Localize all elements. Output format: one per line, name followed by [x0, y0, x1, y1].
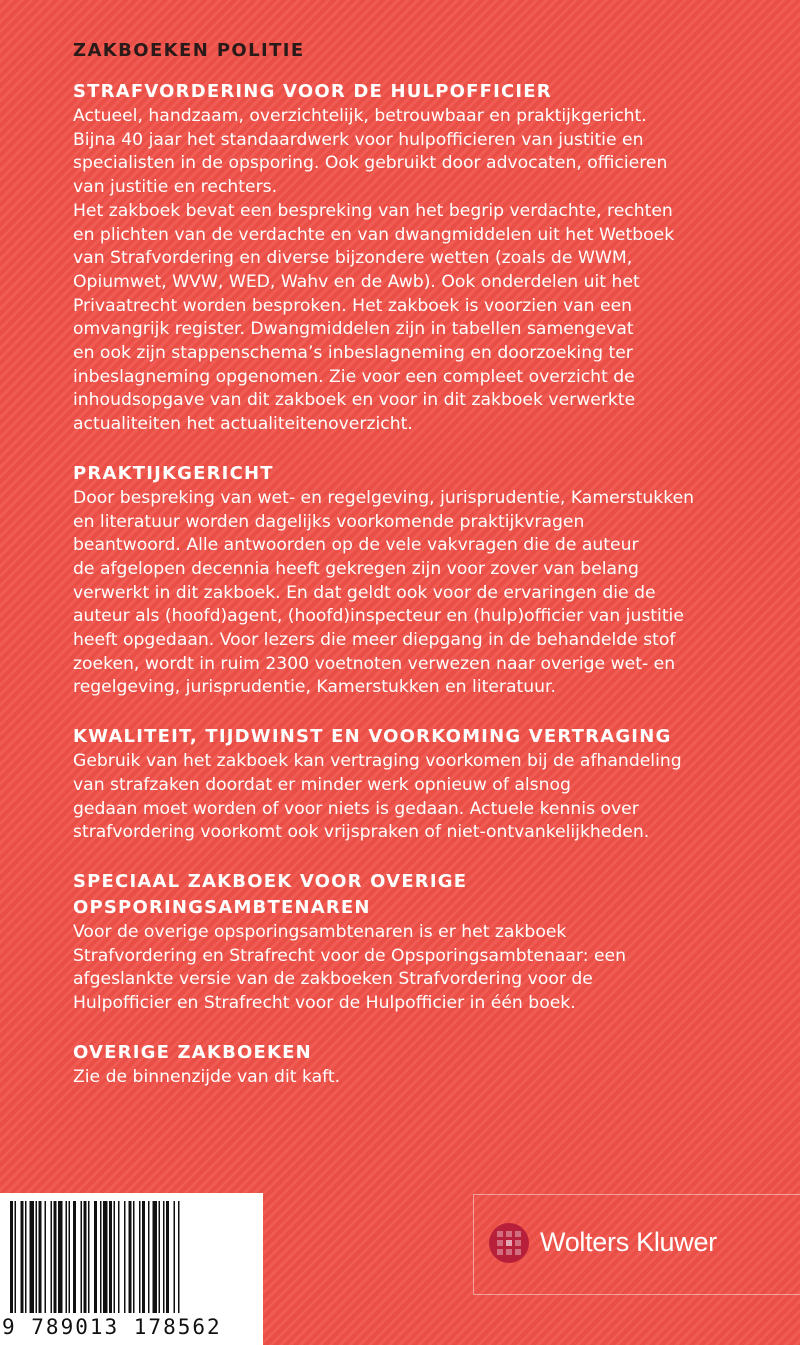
series-title: ZAKBOEKEN POLITIE — [73, 40, 305, 61]
section-body: Zie de binnenzijde van dit kaft. — [73, 1066, 341, 1087]
barcode-bar — [129, 1201, 132, 1313]
barcode-bar — [159, 1201, 161, 1313]
barcode-bar — [166, 1201, 169, 1313]
barcode-bar — [124, 1201, 126, 1313]
barcode-bar — [133, 1201, 135, 1313]
barcode-bar — [109, 1201, 112, 1313]
publisher-name: Wolters Kluwer — [540, 1227, 717, 1257]
barcode-icon — [10, 1201, 252, 1315]
section-body: Actueel, handzaam, overzichtelijk, betrouwbaar en praktijkgericht. Bijna 40 jaar het standaardwerk voor hulpofficieren van justitie en specialisten in de opsporing. Ook gebruikt door advocaten, officieren van justitie en rechters. Het zakboek bevat een bespreking van het begrip verdachte, rechten en plichten van de verdachte en van dwangmiddelen uit het Wetboek van Strafvordering en diverse bijzondere wetten (zoals de WWM, Opiumwet, WVW, WED, Wahv en de Awb). Ook onderdelen uit het Privaatrecht worden besproken. Het zakboek is voorzien van een omvangrijk register. Dwangmiddelen zijn in tabellen samengevat en ook zijn stappenschema’s inbeslagneming en doorzoeking ter inbeslagneming opgenomen. Zie voor een compleet overzicht de inhoudsopgave van dit zakboek en voor in dit zakboek verwerkte actualiteiten het actualiteitenoverzicht. — [73, 106, 675, 435]
wolters-kluwer-logo-icon — [488, 1222, 530, 1264]
barcode-bar — [25, 1201, 27, 1313]
barcode-bar — [81, 1201, 83, 1313]
section-praktijkgericht — [73, 461, 753, 700]
barcode-bar — [66, 1201, 68, 1313]
section-body: Door bespreking van wet- en regelgeving, jurisprudentie, Kamerstukken en literatuur worden dagelijks voorkomende praktijkvragen beantwoord. Alle antwoorden op de vele vakvragen die de auteur de afgelopen decennia heeft gekregen zijn voor zover van belang verwerkt in dit zakboek. En dat geldt ook voor de ervaringen die de auteur als (hoofd)agent, (hoofd)inspecteur en (hulp)officier van justitie heeft opgedaan. Voor lezers die meer diepgang in de behandelde stof zoeken, wordt in ruim 2300 voetnoten verwezen naar overige wet- en regelgeving, jurisprudentie, Kamerstukken en literatuur. — [73, 487, 695, 698]
barcode-bar — [10, 1201, 13, 1313]
barcode-bar — [100, 1201, 102, 1313]
barcode-bar — [21, 1201, 24, 1313]
barcode-bar — [51, 1201, 53, 1313]
section-body: Voor de overige opsporingsambtenaren is er het zakboek Strafvordering en Strafrecht voor de Opsporingsambtenaar: een afgeslankte versie van de zakboeken Strafvordering voor de Hulpofficier en Strafrecht voor de Hulpofficier in één boek. — [73, 921, 626, 1014]
barcode-bar — [163, 1201, 165, 1313]
barcode-bar — [84, 1201, 87, 1313]
section-heading: SPECIAAL ZAKBOEK VOOR OVERIGE OPSPORINGSAMBTENAREN — [73, 870, 468, 918]
barcode-bar — [54, 1201, 57, 1313]
barcode-bar — [45, 1201, 47, 1313]
barcode-bar — [174, 1201, 176, 1313]
section-heading: KWALITEIT, TIJDWINST EN VOORKOMING VERTRAGING — [73, 726, 672, 748]
barcode-bar — [36, 1201, 38, 1313]
barcode-bar — [94, 1201, 97, 1313]
section-heading: OVERIGE ZAKBOEKEN — [73, 1041, 312, 1063]
barcode-bar — [153, 1201, 158, 1313]
section-overige-zakboeken — [73, 1040, 753, 1090]
barcode-number: 9 789013 178562 — [2, 1315, 222, 1339]
barcode-bar — [148, 1201, 150, 1313]
barcode-bar — [142, 1201, 145, 1313]
back-cover-content — [73, 79, 753, 1114]
barcode-bar — [178, 1201, 180, 1313]
barcode-bar — [139, 1201, 141, 1313]
section-heading: STRAFVORDERING VOOR DE HULPOFFICIER — [73, 81, 552, 102]
publisher-logo — [473, 1194, 800, 1295]
section-speciaal-zakboek — [73, 869, 753, 1016]
barcode-bar — [15, 1201, 17, 1313]
barcode-bar — [73, 1201, 76, 1313]
section-heading: PRAKTIJKGERICHT — [73, 462, 274, 484]
barcode-panel — [0, 1193, 263, 1345]
barcode-bar — [69, 1201, 71, 1313]
barcode-bar — [118, 1201, 120, 1313]
barcode-bar — [88, 1201, 90, 1313]
barcode-bar — [114, 1201, 116, 1313]
section-body: Gebruik van het zakboek kan vertraging voorkomen bij de afhandeling van strafzaken doordat er minder werk opnieuw of alsnog gedaan moet worden of voor niets is gedaan. Actuele kennis over strafvordering voorkomt ook vrijspraken of niet-ontvankelijkheden. — [73, 751, 682, 843]
barcode-bar — [58, 1201, 63, 1313]
barcode-bar — [103, 1201, 108, 1313]
section-strafvordering — [73, 79, 753, 437]
section-kwaliteit — [73, 724, 753, 845]
barcode-bar — [39, 1201, 42, 1313]
barcode-bar — [30, 1201, 35, 1313]
